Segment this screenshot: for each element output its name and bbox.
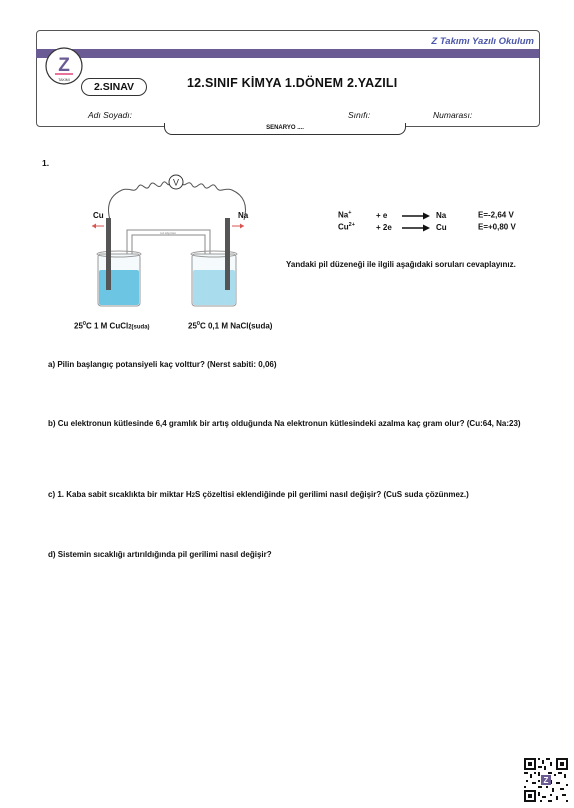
right-solution-label: $25^0C$ 0,1 M NaCl(suda) xyxy=(188,321,273,331)
name-field-label: Adı Soyadı: xyxy=(88,110,132,120)
question-number: 1. xyxy=(42,158,50,168)
left-beaker xyxy=(97,251,141,306)
question-b: b) Cu elektronun kütlesinde 6,4 gramlık bir artış olduğunda Na elektronun kütlesindeki azalma kaç gram olur? (Cu:64, Na:23) xyxy=(48,419,521,428)
cu-electrode-label: Cu xyxy=(93,211,104,220)
right-arrow-icon xyxy=(232,224,244,229)
header-band xyxy=(36,49,539,58)
question-d: d) Sistemin sıcaklığı artırıldığında pil gerilimi nasıl değişir? xyxy=(48,550,272,559)
salt-bridge-label: tuz köprüsü xyxy=(160,231,176,235)
qr-logo-letter: Z xyxy=(543,776,549,785)
left-arrow-icon xyxy=(92,224,104,229)
instruction-text: Yandaki pil düzeneği ile ilgili aşağıdaki soruları cevaplayınız. xyxy=(286,260,516,269)
left-solution-label: $25^0C$ 1 M CuCl2(suda) xyxy=(74,321,150,331)
qr-code-icon xyxy=(522,756,570,804)
voltmeter-label: V xyxy=(172,177,180,188)
logo-letter: Z xyxy=(58,55,70,76)
arrow-icon xyxy=(402,224,430,232)
arrow-icon xyxy=(402,212,430,220)
right-beaker xyxy=(191,251,237,306)
z-logo-icon xyxy=(44,46,84,86)
equation-row: Na+ + e Na E=-2,64 V xyxy=(338,210,514,220)
exam-number-badge: 2.SINAV xyxy=(81,78,147,96)
question-c: c) 1. Kaba sabit sıcaklıkta bir miktar H2S çözeltisi eklendiğinde pil gerilimi nasıl değişir? (CuS suda çözünmez.) xyxy=(48,490,469,499)
class-field-label: Sınıfı: xyxy=(348,110,371,120)
brand-name: Z Takımı Yazılı Okulum xyxy=(431,36,534,47)
na-electrode xyxy=(225,218,230,290)
na-electrode-label: Na xyxy=(238,211,249,220)
logo-subtext: TAKIMI xyxy=(58,78,70,82)
question-a: a) Pilin başlangıç potansiyeli kaç volttur? (Nerst sabiti: 0,06) xyxy=(48,360,277,369)
connecting-wire xyxy=(182,182,246,220)
cu-electrode xyxy=(106,218,111,290)
page-title: 12.SINIF KİMYA 1.DÖNEM 2.YAZILI xyxy=(187,76,398,90)
scenario-tab: SENARYO .... xyxy=(164,123,406,135)
equation-row: $Cu^{2+} + 2e$ Cu E=+0,80 V xyxy=(338,222,516,232)
voltmeter-icon xyxy=(169,175,183,189)
connecting-wire xyxy=(109,182,171,220)
galvanic-cell-diagram xyxy=(70,168,290,320)
number-field-label: Numarası: xyxy=(433,110,473,120)
